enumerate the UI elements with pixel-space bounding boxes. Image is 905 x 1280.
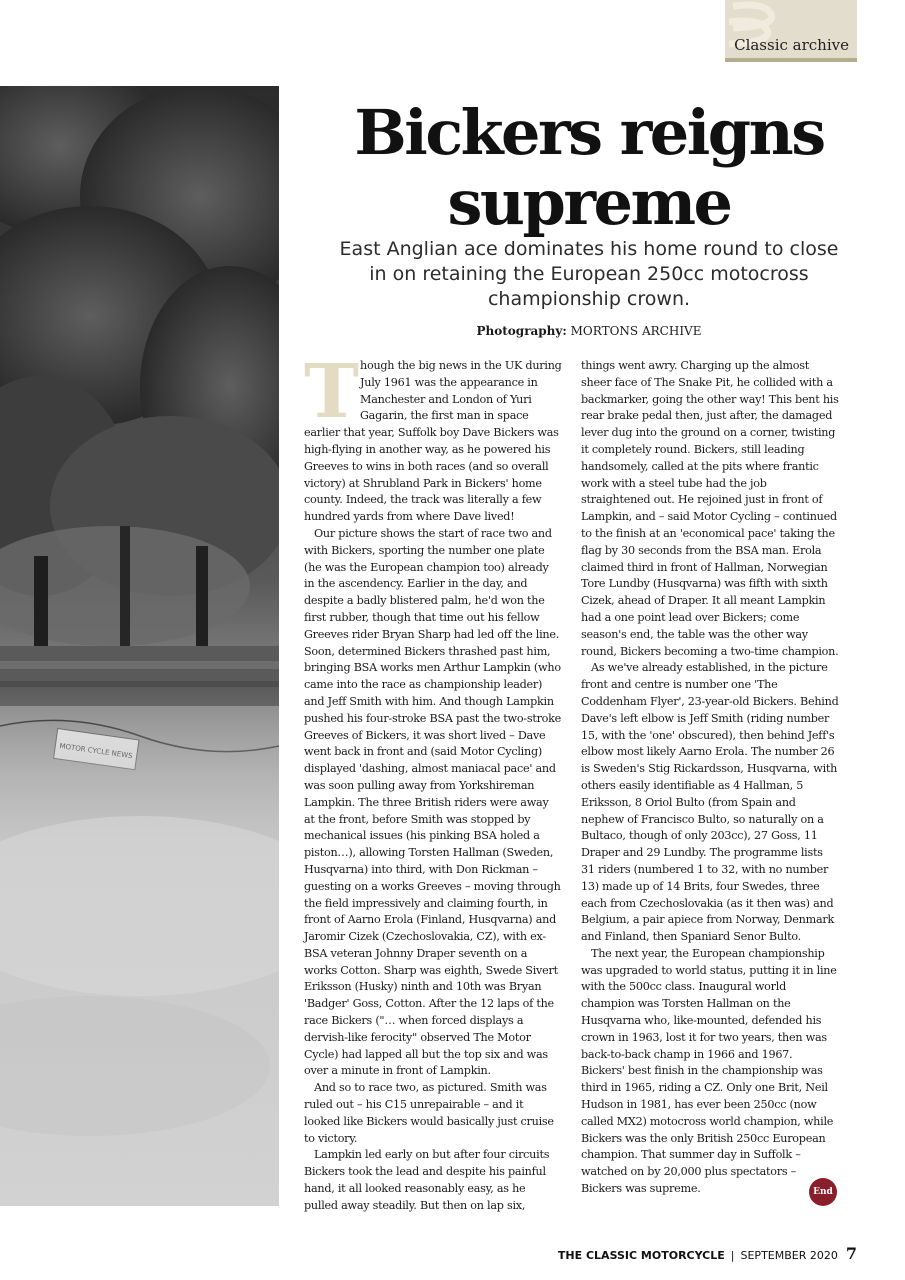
page-footer (558, 1244, 857, 1263)
section-rule (725, 58, 857, 62)
body-column-1 (304, 349, 562, 1215)
photo-credit (300, 324, 878, 338)
archive-photograph (0, 86, 279, 1206)
paragraph: And so to race two, as pictured. Smith was ruled out – his C15 unrepairable – and it looked like Bickers would basically just cruise to victory. (304, 1081, 554, 1145)
standfirst: East Anglian ace dominates his home round to close in on retaining the European 250cc motocross championship crown. (339, 238, 839, 310)
footer-separator: | (730, 1249, 735, 1262)
paragraph: As we've already established, in the picture front and centre is number one 'The Coddenham Flyer', 23-year-old Bickers. Behind Dave's left elbow is Jeff Smith (riding number 15, with the 'one' obscured), then behind Jeff's elbow most likely Aarno Erola. The number 26 is Sweden's Stig Rickardsson, Husqvarna, with others easily identifiable as 4 Hallman, 5 Eriksson, 8 Oriol Bulto (from Spain and nephew of Francisco Bulto, so naturally on a Bultaco, though of only 203cc), 27 Goss, 11 Draper and 29 Lundby. The programme lists 31 riders (numbered 1 to 32, with no number 13) made up of 14 Brits, four Swedes, three each from Czechoslovakia (as it then was) and Belgium, a pair apiece from Norway, Denmark and Finland, then Spaniard Senor Bulto. (581, 661, 839, 944)
magazine-name: THE CLASSIC MOTORCYCLE (557, 1249, 725, 1262)
paragraph: Our picture shows the start of race two and with Bickers, sporting the number one plate (he was the European champion too) already in the ascendency. Earlier in the day, and despite a badly blistered palm, he'd won the first rubber, though that time out his fellow Greeves rider Bryan Sharp had led off the line. Soon, determined Bickers thrashed past him, bringing BSA works men Arthur Lampkin (who came into the race as championship leader) and Jeff Smith with him. And though Lampkin pushed his four-stroke BSA past the two-stroke Greeves of Bickers, it was short lived – Dave went back in front and (said Motor Cycling) displayed 'dashing, almost maniacal pace' and was soon pulling away from Yorkshireman Lampkin. The three British riders were away at the front, before Smith was stopped by mechanical issues (his pinking BSA holed a piston…), allowing Torsten Hallman (Sweden, Husqvarna) into third, with Don Rickman – guesting on a works Greeves – moving through the field impressively and claiming fourth, in front of Aarno Erola (Finland, Husqvarna) and Jaromir Cizek (Czechoslovakia, CZ), with ex-BSA veteran Johnny Draper seventh on a works Cotton. Sharp was eighth, Swede Sivert Eriksson (Husky) ninth and 10th was Bryan 'Badger' Goss, Cotton. After the 12 laps of the race Bickers ("… when forced displays a dervish-like ferocity" observed The Motor Cycle) had lapped all but the top six and was over a minute in front of Lampkin. (304, 526, 562, 1078)
section-label: Classic archive (734, 36, 849, 54)
headline: Bickers reigns supreme (354, 96, 824, 239)
credit-name: MORTONS ARCHIVE (570, 324, 702, 338)
issue-date: SEPTEMBER 2020 (740, 1249, 838, 1262)
credit-label: Photography: (476, 324, 567, 338)
race-start-scene (0, 86, 279, 1206)
section-tab (725, 0, 857, 62)
page-number: 7 (845, 1244, 857, 1263)
paragraph (304, 349, 562, 526)
body-column-2 (581, 358, 839, 1198)
paragraph-text: hough the big news in the UK during July 1961 was the appearance in Manchester and London of Yuri Gagarin, the first man in space earlier that year, Suffolk boy Dave Bickers was high-flying in another way, as he powered his Greeves to wins in both races (and so overall victory) at Shrubland Park in Bickers' home county. Indeed, the track was literally a few hundred yards from where Dave lived! (304, 359, 562, 524)
paragraph: Lampkin led early on but after four circuits Bickers took the lead and despite his painful hand, it all looked reasonably easy, as he pulled away steadily. But then on lap six, (304, 1148, 550, 1212)
end-badge: End (809, 1178, 837, 1206)
paragraph: things went awry. Charging up the almost sheer face of The Snake Pit, he collided with a backmarker, going the other way! This bent his rear brake pedal then, just after, the damaged lever dug into the ground on a corner, twisting it completely round. Bickers, still leading handsomely, called at the pits where frantic work with a steel tube had the job straightened out. He rejoined just in front of Lampkin, and – said Motor Cycling – continued to the finish at an 'economical pace' taking the flag by 30 seconds from the BSA man. Erola claimed third in front of Hallman, Norwegian Tore Lundby (Husqvarna) was fifth with sixth Cizek, ahead of Draper. It all meant Lampkin had a one point lead over Bickers; come season's end, the table was the other way round, Bickers becoming a two-time champion. (581, 359, 839, 658)
paragraph: The next year, the European championship was upgraded to world status, putting it in line with the 500cc class. Inaugural world champion was Torsten Hallman on the Husqvarna who, like-mounted, defended his crown in 1963, lost it for two years, then was back-to-back champ in 1966 and 1967. Bickers' best finish in the championship was third in 1965, riding a CZ. Only one Brit, Neil Hudson in 1981, has ever been 250cc (now called MX2) motocross world champion, while Bickers was the only British 250cc European champion. That summer day in Suffolk – watched on by 20,000 plus spectators – Bickers was supreme. (581, 946, 837, 1196)
drop-cap: T (304, 349, 359, 435)
